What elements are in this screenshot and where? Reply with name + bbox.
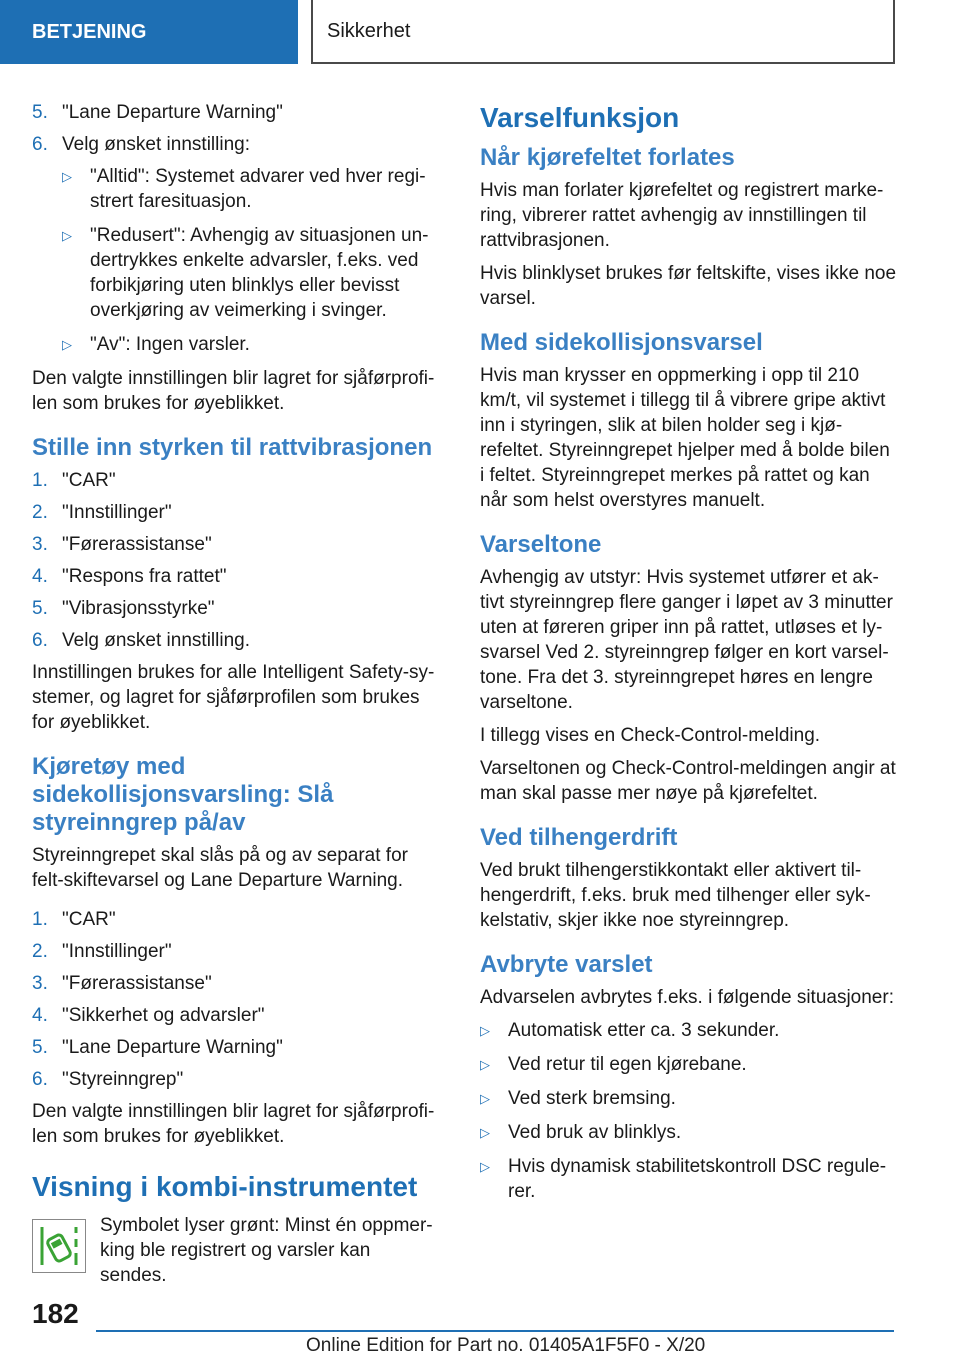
bullet-item: ▷ Ved bruk av blinklys.	[480, 1122, 682, 1143]
triangle-bullet-icon: ▷	[480, 1091, 490, 1106]
triangle-bullet-icon: ▷	[480, 1023, 490, 1038]
heading-sidekollisjonsvarsel: Med sidekollisjonsvarsel	[480, 329, 763, 356]
triangle-bullet-icon: ▷	[62, 228, 72, 243]
bullet-item: ▷ "Av": Ingen varsler.	[62, 334, 250, 355]
symbol-description: Symbolet lyser grønt: Minst én oppmer-king ble registrert og varsler kan sendes.	[100, 1215, 433, 1286]
list-item: 5. "Lane Departure Warning"	[32, 1037, 283, 1058]
list-item: 2. "Innstillinger"	[32, 941, 172, 962]
list-item: 6. Velg ønsket innstilling:	[32, 134, 250, 155]
heading-forlates: Når kjørefeltet forlates	[480, 144, 735, 171]
left-column	[32, 100, 440, 1288]
right-column	[480, 100, 898, 1213]
paragraph: Avhengig av utstyr: Hvis systemet utfører et ak-tivt styreinngrep flere ganger i løpet av 3 minutter uten at føreren griper inn på rattet, utløses et ly-svarsel Ved 2. styreinngrep følger en kort varsel-tone. Fra det 3. styreinngrepet høres en lengre varseltone.	[480, 567, 893, 713]
bullet-item: ▷ Hvis dynamisk stabilitetskontroll DSC regule-rer.	[480, 1156, 887, 1202]
paragraph: Hvis blinklyset brukes før feltskifte, vises ikke noe varsel.	[480, 263, 897, 309]
list-item: 1. "CAR"	[32, 470, 116, 491]
triangle-bullet-icon: ▷	[480, 1125, 490, 1140]
list-item: 6. "Styreinngrep"	[32, 1069, 184, 1090]
symbol-row	[32, 1213, 440, 1288]
paragraph: Hvis man forlater kjørefeltet og registrert marke-ring, vibrerer rattet avhengig av innstillingen til rattvibrasjonen.	[480, 180, 884, 251]
list-item: 5. "Vibrasjonsstyrke"	[32, 598, 215, 619]
paragraph: Den valgte innstillingen blir lagret for sjåførprofi-len som brukes for øyeblikket.	[32, 368, 435, 414]
paragraph: Styreinngrepet skal slås på og av separat for felt-skiftevarsel og Lane Departure Warning.	[32, 845, 408, 891]
heading-varselfunksjon: Varselfunksjon	[480, 102, 680, 133]
bullet-item: ▷ Automatisk etter ca. 3 sekunder.	[480, 1020, 780, 1041]
footer-divider	[96, 1330, 894, 1332]
list-item: 6. Velg ønsket innstilling.	[32, 630, 250, 651]
list-item: 2. "Innstillinger"	[32, 502, 172, 523]
paragraph: Advarselen avbrytes f.eks. i følgende situasjoner:	[480, 987, 894, 1008]
bullet-item: ▷ Ved retur til egen kjørebane.	[480, 1054, 747, 1075]
section-tab: BETJENING	[0, 0, 298, 64]
page-number: 182	[32, 1298, 79, 1329]
footer-edition: Online Edition for Part no. 01405A1F5F0 - X/20	[306, 1335, 706, 1356]
paragraph: Ved brukt tilhengerstikkontakt eller aktivert til-hengerdrift, f.eks. bruk med tilhenger eller syk-kelstativ, skjer ikke noe styreinngrep.	[480, 860, 871, 931]
list-item: 4. "Sikkerhet og advarsler"	[32, 1005, 265, 1026]
page-section-title: Sikkerhet	[311, 0, 895, 64]
lane-departure-symbol-icon	[32, 1219, 86, 1273]
heading-kombi: Visning i kombi-instrumentet	[32, 1171, 418, 1202]
bullet-item: ▷ "Alltid": Systemet advarer ved hver regi-strert faresituasjon.	[62, 166, 426, 212]
triangle-bullet-icon: ▷	[62, 337, 72, 352]
bullet-item: ▷ "Redusert": Avhengig av situasjonen un-dertrykkes enkelte advarsler, f.eks. ved forbikjøring uten blinklys eller bevisst overkjøring av veimerking i svinger.	[62, 225, 429, 321]
heading-tilhengerdrift: Ved tilhengerdrift	[480, 824, 678, 851]
paragraph: Varseltonen og Check-Control-meldingen angir at man skal passe mer nøye på kjørefeltet.	[480, 758, 896, 804]
list-item: 1. "CAR"	[32, 909, 116, 930]
triangle-bullet-icon: ▷	[62, 169, 72, 184]
list-item: 3. "Førerassistanse"	[32, 973, 212, 994]
triangle-bullet-icon: ▷	[480, 1057, 490, 1072]
list-item: 5. "Lane Departure Warning"	[32, 102, 283, 123]
heading-side-collision: Kjøretøy med sidekollisjonsvarsling: Slå styreinngrep på/av	[32, 753, 334, 836]
paragraph: Den valgte innstillingen blir lagret for sjåførprofi-len som brukes for øyeblikket.	[32, 1101, 435, 1147]
bullet-item: ▷ Ved sterk bremsing.	[480, 1088, 676, 1109]
heading-varseltone: Varseltone	[480, 531, 602, 558]
paragraph: Hvis man krysser en oppmerking i opp til 210 km/t, vil systemet i tillegg til å vibrere gripe aktivt inn i styringen, slik at bilen holder seg i kjø-refeltet. Styreinngrepet hjelper med å bolde bilen i feltet. Styreinngrepet merkes på rattet og kan når som helst overstyres manuelt.	[480, 365, 890, 511]
triangle-bullet-icon: ▷	[480, 1159, 490, 1174]
paragraph: Innstillingen brukes for alle Intelligent Safety-sy-stemer, og lagret for sjåførprofilen som brukes for øyeblikket.	[32, 662, 435, 733]
heading-avbryte-varslet: Avbryte varslet	[480, 951, 653, 978]
list-item: 4. "Respons fra rattet"	[32, 566, 227, 587]
heading-vibration: Stille inn styrken til rattvibrasjonen	[32, 434, 433, 461]
list-item: 3. "Førerassistanse"	[32, 534, 212, 555]
paragraph: I tillegg vises en Check-Control-melding.	[480, 725, 821, 746]
